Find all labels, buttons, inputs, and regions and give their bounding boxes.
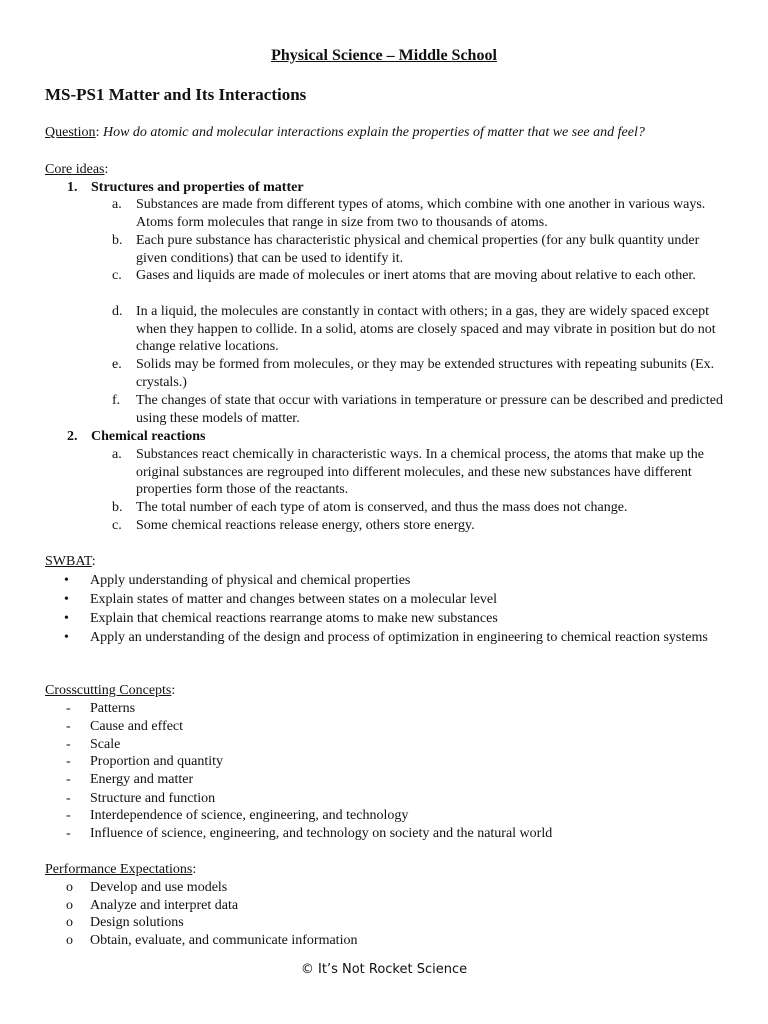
list-item: b. The total number of each type of atom is conserved, and thus the mass does not change. — [112, 500, 628, 515]
list-item: - Scale — [66, 737, 121, 752]
list-item: e. Solids may be formed from molecules, or they may be extended structures with repeating subunits (Ex. crystals.) — [112, 357, 715, 390]
section-heading: MS-PS1 Matter and Its Interactions — [45, 85, 307, 104]
core-idea-1: 1. Structures and properties of matter — [67, 180, 304, 195]
performance-heading: Performance Expectations: — [45, 862, 197, 877]
list-item: f. The changes of state that occur with variations in temperature or pressure can be described and predicted using these models of matter. — [112, 393, 723, 426]
list-item: c. Gases and liquids are made of molecules or inert atoms that are moving about relative to each other. — [112, 268, 696, 283]
list-item: - Energy and matter — [66, 772, 194, 787]
page-title: Physical Science – Middle School — [271, 47, 497, 64]
guiding-question: Question: How do atomic and molecular interactions explain the properties of matter that we see and feel? — [45, 125, 645, 140]
crosscutting-heading: Crosscutting Concepts: — [45, 683, 176, 698]
list-item: o Obtain, evaluate, and communicate information — [66, 933, 358, 948]
list-item: - Proportion and quantity — [66, 754, 223, 769]
list-item: c. Some chemical reactions release energy, others store energy. — [112, 518, 475, 533]
list-item: - Patterns — [66, 701, 136, 716]
swbat-heading: SWBAT: — [45, 554, 96, 569]
list-item: - Cause and effect — [66, 719, 184, 734]
list-item: o Analyze and interpret data — [66, 898, 239, 913]
list-item: • Explain that chemical reactions rearrange atoms to make new substances — [64, 611, 498, 626]
core-ideas-heading: Core ideas: — [45, 162, 109, 177]
list-item: • Apply understanding of physical and chemical properties — [64, 573, 411, 588]
list-item: d. In a liquid, the molecules are constantly in contact with others; in a gas, they are widely spaced except when they happen to collide. In a solid, atoms are closely spaced and may vibrate in position but do not change relative locations. — [112, 304, 716, 355]
list-item: a. Substances react chemically in characteristic ways. In a chemical process, the atoms that make up the original substances are regrouped into different molecules, and these new substances have different properties form those of the reactants. — [112, 447, 704, 498]
core-idea-1-title: Structures and properties of matter — [91, 180, 304, 195]
list-item: • Explain states of matter and changes between states on a molecular level — [64, 592, 498, 607]
list-item: b. Each pure substance has characteristic physical and chemical properties (for any bulk quantity under given conditions) that can be used to identify it. — [112, 233, 700, 266]
list-item: - Structure and function — [66, 791, 216, 806]
list-item: a. Substances are made from different types of atoms, which combine with one another in various ways. Atoms form molecules that range in size from two to thousands of atoms. — [112, 197, 706, 230]
copyright-footer: © It’s Not Rocket Science — [300, 962, 468, 977]
list-item: o Develop and use models — [66, 880, 228, 895]
list-item: o Design solutions — [66, 915, 184, 930]
core-idea-2: 2. Chemical reactions — [67, 429, 206, 444]
list-item: - Influence of science, engineering, and technology on society and the natural world — [66, 826, 553, 841]
list-item: • Apply an understanding of the design and process of optimization in engineering to chemical reaction systems — [64, 630, 708, 645]
list-item: - Interdependence of science, engineering, and technology — [66, 808, 409, 823]
core-idea-2-title: Chemical reactions — [91, 429, 206, 444]
question-label: Question — [45, 125, 96, 140]
question-text: How do atomic and molecular interactions explain the properties of matter that we see and feel? — [102, 125, 645, 140]
